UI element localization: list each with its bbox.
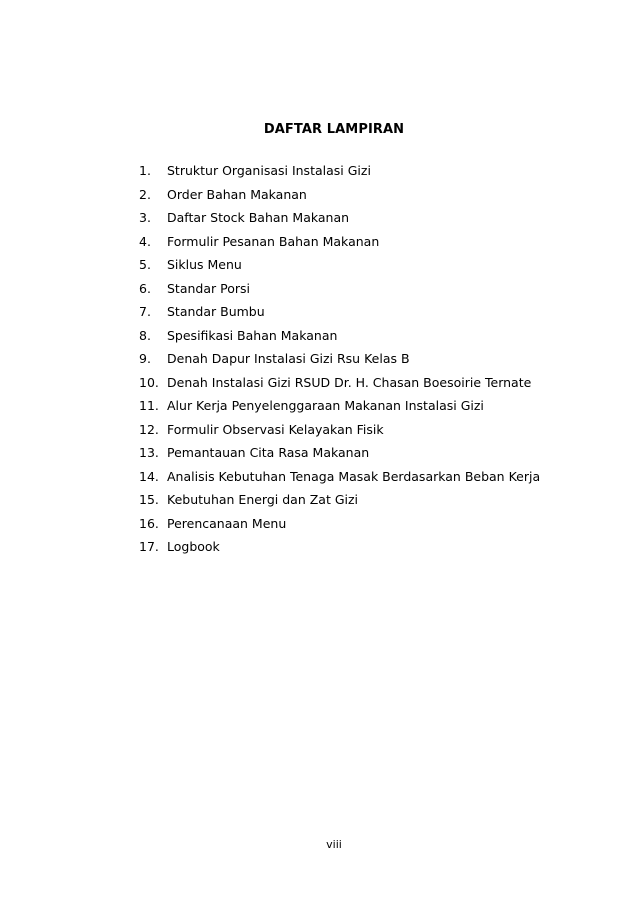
item-number: 12. xyxy=(139,421,159,437)
item-number: 2. xyxy=(139,186,151,202)
list-item xyxy=(139,183,540,207)
item-label: Alur Kerja Penyelenggaraan Makanan Instalasi Gizi xyxy=(167,398,484,414)
list-item xyxy=(139,347,540,371)
list-item xyxy=(139,230,540,254)
item-label: Order Bahan Makanan xyxy=(167,186,307,202)
item-label: Standar Porsi xyxy=(167,280,250,296)
item-label: Struktur Organisasi Instalasi Gizi xyxy=(167,163,371,179)
list-item xyxy=(139,394,540,418)
item-label: Standar Bumbu xyxy=(167,304,265,320)
page-number: viii xyxy=(326,838,342,851)
item-label: Pemantauan Cita Rasa Makanan xyxy=(167,445,370,461)
list-item xyxy=(139,512,540,536)
list-item xyxy=(139,465,540,489)
item-number: 8. xyxy=(139,327,151,343)
item-number: 4. xyxy=(139,233,151,249)
item-label: Denah Instalasi Gizi RSUD Dr. H. Chasan Boesoirie Ternate xyxy=(167,374,532,390)
list-item xyxy=(139,535,540,559)
item-label: Spesifikasi Bahan Makanan xyxy=(167,327,338,343)
list-item xyxy=(139,488,540,512)
item-label: Analisis Kebutuhan Tenaga Masak Berdasarkan Beban Kerja xyxy=(167,468,541,484)
item-number: 3. xyxy=(139,210,151,226)
list-item xyxy=(139,159,540,183)
list-item xyxy=(139,418,540,442)
item-number: 17. xyxy=(139,539,159,555)
item-label: Siklus Menu xyxy=(167,257,242,273)
item-number: 13. xyxy=(139,445,159,461)
item-label: Daftar Stock Bahan Makanan xyxy=(167,210,350,226)
item-number: 5. xyxy=(139,257,151,273)
item-label: Formulir Pesanan Bahan Makanan xyxy=(167,233,380,249)
item-number: 6. xyxy=(139,280,151,296)
item-number: 7. xyxy=(139,304,151,320)
item-label: Kebutuhan Energi dan Zat Gizi xyxy=(167,492,359,508)
page-title: DAFTAR LAMPIRAN xyxy=(263,122,405,137)
item-number: 10. xyxy=(139,374,159,390)
item-number: 11. xyxy=(139,398,159,414)
item-number: 15. xyxy=(139,492,159,508)
list-item xyxy=(139,206,540,230)
list-item xyxy=(139,324,540,348)
item-label: Denah Dapur Instalasi Gizi Rsu Kelas B xyxy=(167,351,410,367)
item-number: 1. xyxy=(139,163,151,179)
list-item xyxy=(139,277,540,301)
list-item xyxy=(139,441,540,465)
list-item xyxy=(139,300,540,324)
item-label: Formulir Observasi Kelayakan Fisik xyxy=(167,421,384,437)
item-label: Logbook xyxy=(167,539,220,555)
item-number: 14. xyxy=(139,468,159,484)
item-label: Perencanaan Menu xyxy=(167,515,287,531)
item-number: 9. xyxy=(139,351,151,367)
appendix-list xyxy=(139,159,540,559)
list-item xyxy=(139,253,540,277)
item-number: 16. xyxy=(139,515,159,531)
list-item xyxy=(139,371,540,395)
